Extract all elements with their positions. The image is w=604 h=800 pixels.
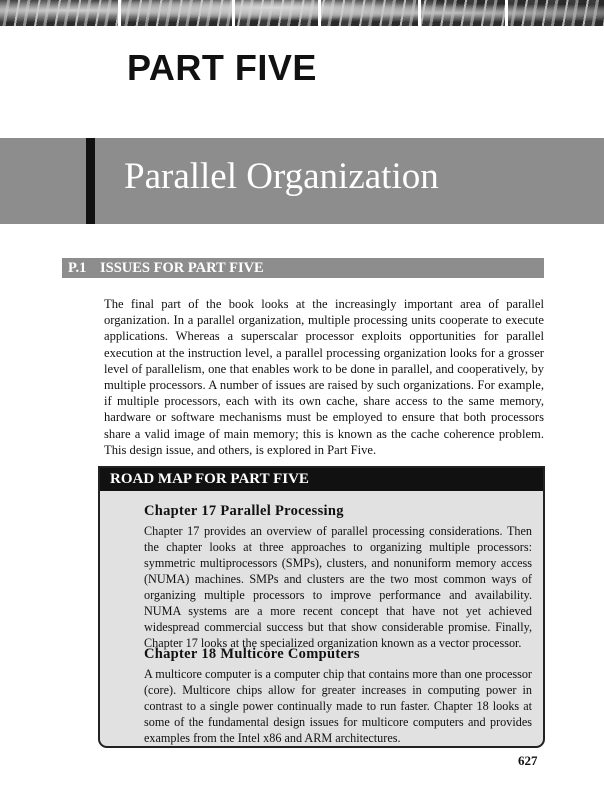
banner-title: Parallel Organization (124, 156, 439, 197)
chapter-17-title: Chapter 17 Parallel Processing (144, 503, 344, 519)
banner-accent-bar (86, 138, 95, 224)
chapter-18-title: Chapter 18 Multicore Computers (144, 646, 360, 662)
section-number: P.1 (68, 260, 87, 276)
page-number: 627 (518, 753, 538, 768)
section-title: ISSUES FOR PART FIVE (100, 260, 264, 276)
roadmap-chapter-17 (144, 502, 532, 651)
header-photo-strip (0, 0, 604, 26)
section-heading (62, 258, 544, 278)
roadmap-box (98, 466, 545, 748)
roadmap-title: ROAD MAP FOR PART FIVE (100, 468, 543, 491)
chapter-17-description: Chapter 17 provides an overview of parallel processing considerations. Then the chapter looks at three approaches to organizing multiple processors: symmetric multiprocessors (SMPs), clusters, and nonuniform memory access (NUMA) machines. SMPs and clusters are the two most common ways of organizing multiple processors to improve performance and availability. NUMA systems are a more recent concept that have not yet achieved widespread commercial success but that show considerable promise. Finally, Chapter 17 looks at the specialized organization known as a vector processor. (144, 524, 532, 650)
roadmap-chapter-18 (144, 645, 532, 746)
intro-paragraph: The final part of the book looks at the increasingly important area of parallel organization. In a parallel organization, multiple processing units cooperate to execute applications. Whereas a superscalar processor exploits opportunities for parallel execution at the instruction level, a parallel processing organization looks for a grosser level of parallelism, one that enables work to be done in parallel, and cooperatively, by multiple processors. A number of issues are raised by such organizations. For example, if multiple processors, each with its own cache, share access to the same memory, hardware or software mechanisms must be employed to ensure that both processors share a valid image of main memory; this is known as the cache coherence problem. This design issue, and others, is explored in Part Five. (104, 297, 544, 457)
chapter-banner (0, 138, 604, 224)
chapter-18-description: A multicore computer is a computer chip that contains more than one processor (core). Multicore chips allow for greater increases in computing power in contrast to a single power continually made to run faster. Chapter 18 looks at some of the fundamental design issues for multicore computers and provides examples from the Intel x86 and ARM architectures. (144, 667, 532, 745)
part-title: PART FIVE (127, 47, 317, 88)
